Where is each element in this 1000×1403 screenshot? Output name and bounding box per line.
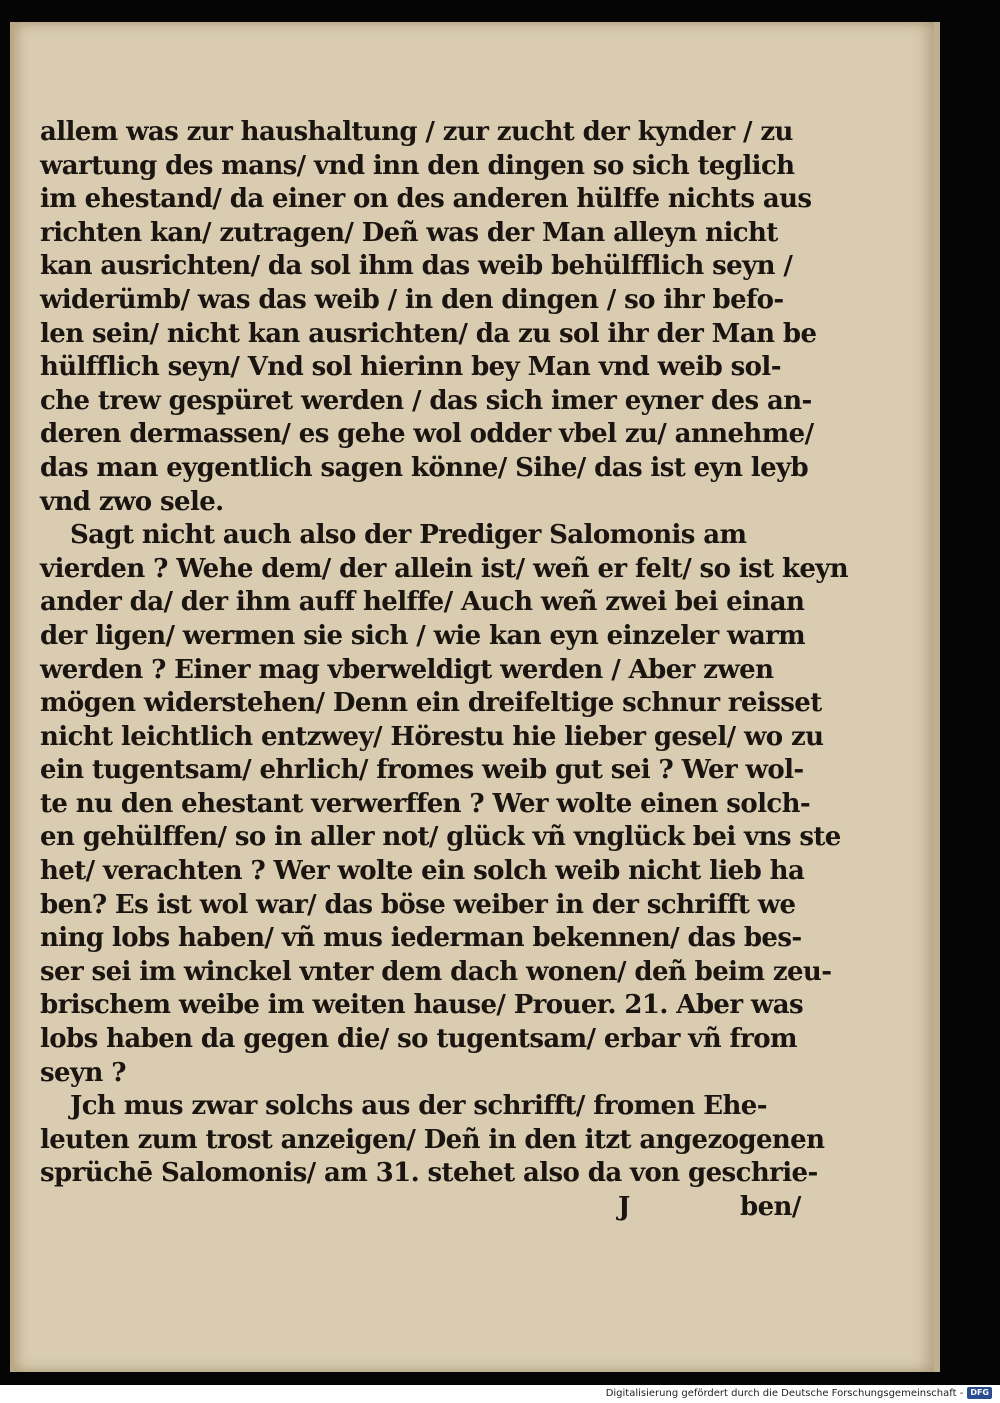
text-line: che trew gespüret werden / das sich imer eyner des an-: [40, 385, 812, 416]
text-line: len sein/ nicht kan ausrichten/ da zu sol ihr der Man be: [40, 318, 817, 349]
footer-line: [40, 1191, 801, 1225]
text-line: widerümb/ was das weib / in den dingen / so ihr befo-: [40, 284, 784, 315]
catchword: ben/: [740, 1192, 801, 1222]
text-line: seyn ?: [40, 1057, 126, 1088]
text-line: vnd zwo sele.: [40, 486, 224, 517]
text-line: te nu den ehestant verwerffen ? Wer wolte einen solch-: [40, 788, 811, 819]
page-text: [40, 116, 849, 1225]
text-line: het/ verachten ? Wer wolte ein solch weib nicht lieb ha: [40, 856, 805, 887]
book-page: [10, 22, 934, 1372]
text-line: lobs haben da gegen die/ so tugentsam/ erbar vñ from: [40, 1024, 797, 1055]
text-line: deren dermassen/ es gehe wol odder vbel zu/ annehme/: [40, 419, 814, 450]
text-line: en gehülffen/ so in aller not/ glück vñ vnglück bei vns ste: [40, 822, 841, 853]
text-line: das man eygentlich sagen könne/ Sihe/ das ist eyn leyb: [40, 452, 809, 483]
digitization-credit: [606, 1387, 992, 1399]
text-line: sprüchē Salomonis/ am 31. stehet also da von geschrie-: [40, 1158, 818, 1189]
text-line: nicht leichtlich entzwey/ Hörestu hie lieber gesel/ wo zu: [40, 721, 824, 752]
text-line: allem was zur haushaltung / zur zucht der kynder / zu: [40, 117, 793, 147]
signature-mark: J: [618, 1192, 630, 1222]
text-line: wartung des mans/ vnd inn den dingen so sich teglich: [40, 150, 795, 181]
text-line: werden ? Einer mag vberweldigt werden / Aber zwen: [40, 654, 774, 685]
text-line: ser sei im winckel vnter dem dach wonen/ deñ beim zeu-: [40, 956, 832, 987]
text-line: richten kan/ zutragen/ Deñ was der Man alleyn nicht: [40, 217, 778, 248]
text-line: vierden ? Wehe dem/ der allein ist/ weñ er felt/ so ist keyn: [40, 553, 849, 584]
text-line: brischem weibe im weiten hause/ Prouer. 21. Aber was: [40, 990, 803, 1021]
text-line: der ligen/ wermen sie sich / wie kan eyn einzeler warm: [40, 620, 806, 651]
text-line: ander da/ der ihm auff helffe/ Auch weñ zwei bei einan: [40, 587, 805, 618]
text-line: leuten zum trost anzeigen/ Deñ in den itzt angezogenen: [40, 1124, 825, 1155]
text-line: ning lobs haben/ vñ mus iederman bekennen/ das bes-: [40, 923, 802, 954]
dfg-logo: DFG: [967, 1387, 992, 1399]
text-line: kan ausrichten/ da sol ihm das weib behülfflich seyn /: [40, 251, 793, 282]
text-line: mögen widerstehen/ Denn ein dreifeltige schnur reisset: [40, 688, 822, 719]
text-line: hülfflich seyn/ Vnd sol hierinn bey Man vnd weib sol-: [40, 352, 781, 383]
text-line: im ehestand/ da einer on des anderen hülffe nichts aus: [40, 184, 812, 215]
credit-text: Digitalisierung gefördert durch die Deutsche Forschungsgemeinschaft -: [605, 1387, 964, 1399]
paragraph-start-line: Jch mus zwar solchs aus der schrifft/ fromen Ehe-: [70, 1091, 767, 1122]
text-line: ein tugentsam/ ehrlich/ fromes weib gut sei ? Wer wol-: [40, 755, 804, 786]
paragraph-start-line: Sagt nicht auch also der Prediger Salomonis am: [70, 520, 747, 551]
text-line: ben? Es ist wol war/ das böse weiber in der schrifft we: [40, 889, 796, 920]
page-edge: [934, 22, 940, 1372]
